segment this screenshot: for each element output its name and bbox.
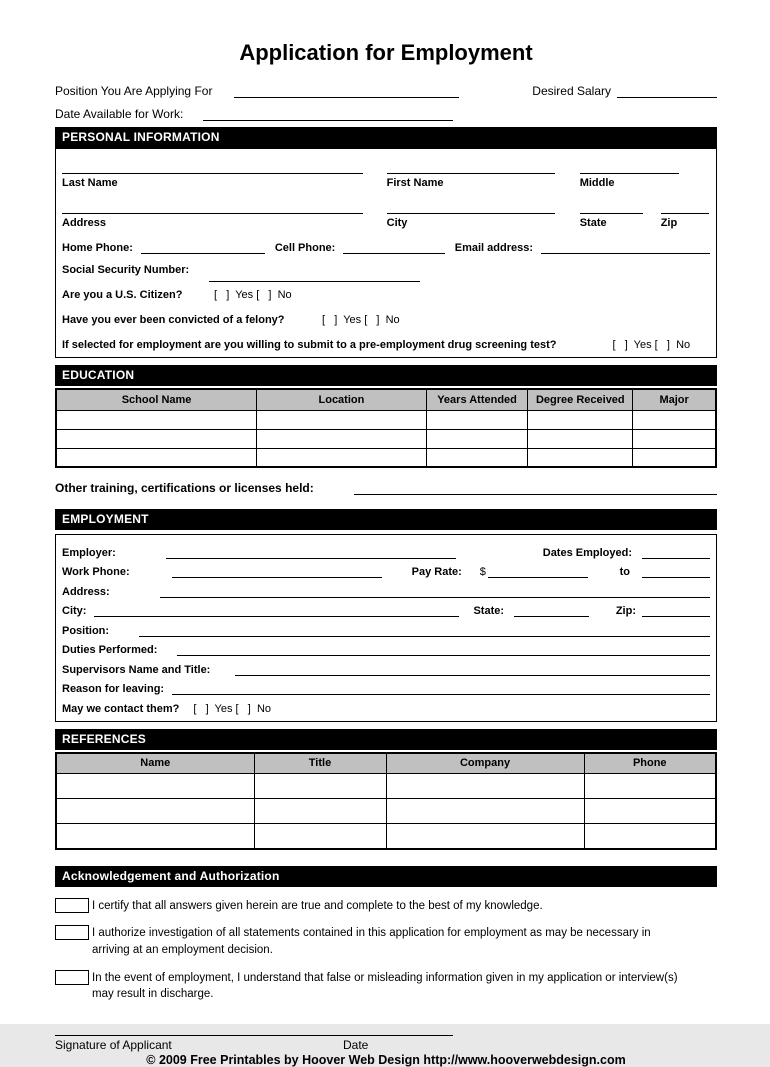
authorize-text: I authorize investigation of all statements contained in this application for employment as may be necessary in arriving at an employment decision. [92,927,651,956]
state-group [580,201,644,229]
state-label: State [579,217,607,229]
references-col-name: Name [56,753,254,774]
cell-phone-label: Cell Phone: [274,242,336,254]
references-cell[interactable] [56,799,254,824]
education-col-years-attended: Years Attended [426,389,528,410]
education-cell[interactable] [633,448,716,467]
education-cell[interactable] [257,410,427,429]
duties-row [62,637,710,657]
signature-date-label: Date [343,1037,369,1052]
city-label: City [386,217,408,229]
dates-employed-to-field[interactable] [642,565,710,578]
contact-question-label: May we contact them? [62,702,180,715]
certify-checkbox[interactable] [55,898,89,913]
position-applying-label: Position You Are Applying For [55,84,213,98]
citizen-question-label: Are you a U.S. Citizen? [62,289,183,301]
middle-name-label: Middle [579,177,615,189]
employer-label: Employer: [62,546,116,559]
education-col-location: Location [257,389,427,410]
position-field[interactable] [139,624,710,637]
position-applying-field[interactable] [234,85,459,98]
education-row [56,448,716,467]
references-cell[interactable] [254,799,386,824]
city-field[interactable] [387,201,555,214]
other-training-field[interactable] [354,482,717,495]
contact-yes-no-checkboxes[interactable]: [ ] Yes [ ] No [193,702,272,715]
education-cell[interactable] [56,429,257,448]
employer-state-label: State: [473,605,505,617]
education-header-row [56,389,716,410]
references-cell[interactable] [254,824,386,849]
first-name-label: First Name [386,177,444,189]
education-cell[interactable] [633,410,716,429]
dates-employed-label: Dates Employed: [542,546,632,559]
references-cell[interactable] [386,799,584,824]
home-phone-label: Home Phone: [62,242,133,254]
reason-leaving-row [62,676,710,696]
references-cell[interactable] [386,774,584,799]
references-cell[interactable] [254,774,386,799]
education-cell[interactable] [528,410,633,429]
references-cell[interactable] [56,774,254,799]
references-cell[interactable] [584,824,716,849]
education-row [56,410,716,429]
reason-leaving-label: Reason for leaving: [62,683,165,695]
personal-information-header: PERSONAL INFORMATION [55,127,717,148]
references-table [55,752,717,850]
phones-row [62,238,710,254]
last-name-label: Last Name [62,177,118,189]
address-label: Address [62,217,107,229]
employer-state-field[interactable] [514,604,589,617]
middle-name-field[interactable] [580,161,680,174]
home-phone-field[interactable] [141,241,265,254]
pay-rate-field[interactable] [488,565,588,578]
state-field[interactable] [580,201,644,214]
signature-applicant-label: Signature of Applicant [55,1037,172,1052]
education-col-school-name: School Name [56,389,257,410]
first-name-group [387,161,555,189]
email-label: Email address: [454,242,533,254]
contact-row [62,695,710,715]
employer-address-row [62,578,710,598]
references-header-row [56,753,716,774]
references-cell[interactable] [386,824,584,849]
address-row [62,189,710,229]
education-table [55,388,717,468]
last-name-group [62,161,363,189]
ssn-row [62,260,710,276]
page-title: Application for Employment [239,40,533,65]
cell-phone-field[interactable] [343,241,444,254]
discharge-text: In the event of employment, I understand that false or misleading information given in my application or interview(s) may result in discharge. [92,971,678,1001]
reason-leaving-field[interactable] [172,682,710,695]
ssn-field[interactable] [209,269,420,282]
education-cell[interactable] [257,448,427,467]
ack-item-authorize [55,925,717,958]
pay-rate-label: Pay Rate: [411,566,462,578]
date-available-label: Date Available for Work: [55,107,184,121]
education-cell[interactable] [426,429,528,448]
education-col-major: Major [633,389,716,410]
work-phone-row [62,559,710,579]
references-row [56,774,716,799]
employer-city-field[interactable] [94,604,459,617]
employer-row [62,539,710,559]
dates-employed-from-field[interactable] [642,546,710,559]
drug-question-label: If selected for employment are you willing to submit to a pre-employment drug screening test? [62,339,557,351]
desired-salary-field[interactable] [617,85,717,98]
personal-information-section [55,148,717,358]
employer-address-label: Address: [62,585,110,598]
signature-field[interactable] [55,1035,453,1052]
supervisor-name-title-field[interactable] [235,663,710,676]
references-cell[interactable] [584,774,716,799]
felony-question-label: Have you ever been convicted of a felony? [62,314,285,326]
references-col-phone: Phone [584,753,716,774]
top-row-date [55,107,717,121]
references-col-company: Company [386,753,584,774]
education-cell[interactable] [257,429,427,448]
last-name-field[interactable] [62,161,363,174]
duties-performed-field[interactable] [177,643,710,656]
zip-field[interactable] [661,201,709,214]
employer-field[interactable] [166,546,456,559]
references-cell[interactable] [584,799,716,824]
employer-address-field[interactable] [160,585,710,598]
date-available-field[interactable] [203,108,453,121]
email-field[interactable] [541,241,710,254]
employment-header: EMPLOYMENT [55,509,717,530]
city-group [387,201,555,229]
employer-zip-label: Zip: [615,605,636,617]
education-cell[interactable] [56,410,257,429]
address-field[interactable] [62,201,363,214]
authorize-checkbox[interactable] [55,925,89,940]
ack-item-discharge [55,970,717,1003]
work-phone-label: Work Phone: [62,566,130,578]
employment-section [55,534,717,722]
position-row [62,617,710,637]
education-col-degree-received: Degree Received [528,389,633,410]
dollar-sign: $ [479,566,486,578]
other-training-label: Other training, certifications or licenses held: [55,481,314,495]
drug-test-row [62,335,710,351]
education-cell[interactable] [426,410,528,429]
discharge-checkbox[interactable] [55,970,89,985]
references-row [56,799,716,824]
top-row-position [55,84,717,98]
duties-performed-label: Duties Performed: [62,644,158,656]
employer-zip-field[interactable] [642,604,710,617]
references-col-title: Title [254,753,386,774]
ack-item-certify [55,898,717,915]
supervisor-row [62,656,710,676]
references-header: REFERENCES [55,729,717,750]
education-cell[interactable] [528,448,633,467]
ssn-label: Social Security Number: [62,264,190,276]
certify-text: I certify that all answers given herein are true and complete to the best of my knowledge. [92,899,543,912]
felony-row [62,310,710,326]
first-name-field[interactable] [387,161,555,174]
acknowledgement-header: Acknowledgement and Authorization [55,866,717,887]
name-row [62,149,710,189]
references-cell[interactable] [56,824,254,849]
address-group [62,201,363,229]
education-cell[interactable] [426,448,528,467]
work-phone-field[interactable] [172,565,382,578]
education-header: EDUCATION [55,365,717,386]
citizen-yes-no-checkboxes[interactable]: [ ] Yes [ ] No [214,289,292,301]
employer-city-label: City: [62,605,87,617]
supervisor-name-title-label: Supervisors Name and Title: [62,663,211,676]
position-label: Position: [62,624,110,637]
education-row [56,429,716,448]
zip-group [661,201,709,229]
zip-label: Zip [660,217,678,229]
pay-rate-to-label: to [619,566,630,578]
felony-yes-no-checkboxes[interactable]: [ ] Yes [ ] No [322,314,400,326]
education-cell[interactable] [633,429,716,448]
drug-yes-no-checkboxes[interactable]: [ ] Yes [ ] No [612,339,691,351]
citizen-row [62,285,710,301]
middle-name-group [580,161,680,189]
employer-city-row [62,598,710,618]
education-cell[interactable] [528,429,633,448]
signature-block [55,1035,717,1067]
copyright-text: © 2009 Free Printables by Hoover Web Design http://www.hooverwebdesign.com [146,1052,626,1067]
other-training-row [55,481,717,495]
education-cell[interactable] [56,448,257,467]
desired-salary-label: Desired Salary [532,84,611,98]
references-row [56,824,716,849]
